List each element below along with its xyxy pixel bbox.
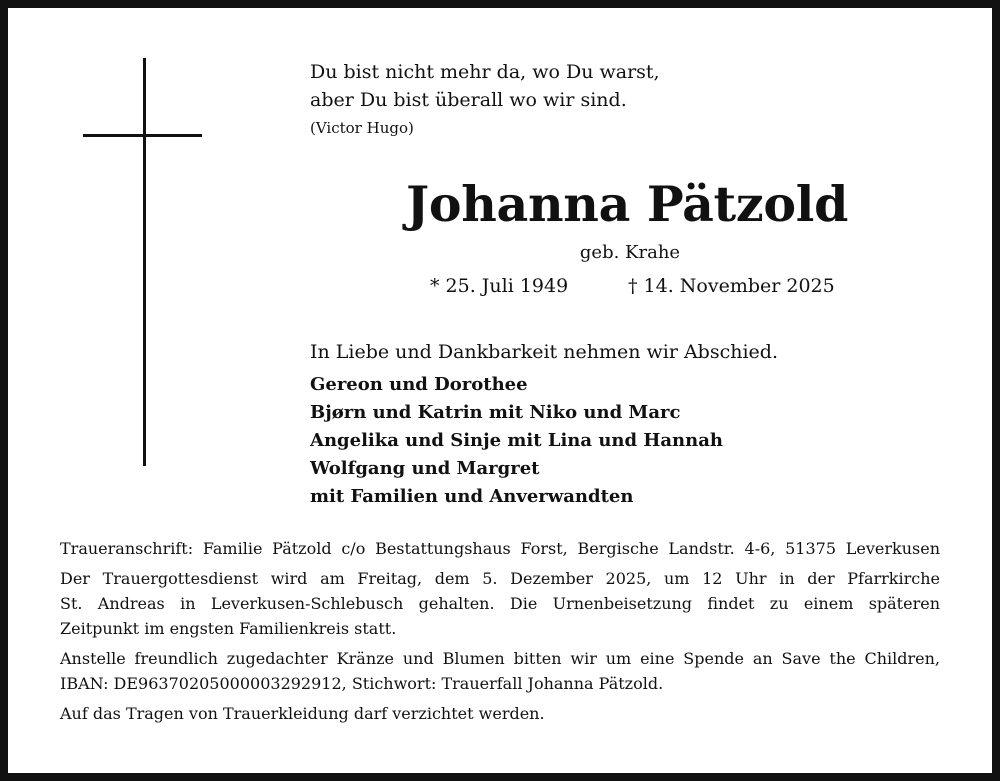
donation-line-2: IBAN: DE96370205000003292912, Stichwort: Trauerfall Johanna Pätzold. [60, 674, 664, 693]
service-line-2: St. Andreas in Leverkusen-Schlebusch gehalten. Die Urnenbeisetzung findet zu einem späteren [60, 594, 940, 613]
deceased-name: Johanna Pätzold [405, 175, 849, 233]
donation-line-1: Anstelle freundlich zugedachter Kränze und Blumen bitten wir um eine Spende an Save the Children, [60, 649, 940, 668]
quote-block [310, 58, 730, 140]
service-line-3: Zeitpunkt im engsten Familienkreis statt. [60, 619, 397, 638]
cross-icon-horizontal-bar [83, 134, 202, 137]
mourner-entry: Gereon und Dorothee [310, 374, 528, 395]
birth-name: geb. Krahe [579, 242, 681, 263]
death-date: † 14. November 2025 [628, 275, 835, 297]
donation-paragraph [60, 646, 940, 696]
mourner-entry: Bjørn und Katrin mit Niko und Marc [310, 402, 681, 423]
service-paragraph [60, 566, 940, 641]
mourner-entry: mit Familien und Anverwandten [310, 486, 634, 507]
quote-line-2: aber Du bist überall wo wir sind. [310, 89, 627, 111]
cross-icon-vertical-bar [143, 58, 146, 466]
quote-author: (Victor Hugo) [310, 119, 414, 137]
details-block [60, 536, 940, 731]
farewell-text: In Liebe und Dankbarkeit nehmen wir Abschied. [310, 341, 778, 363]
mourner-entry: Angelika und Sinje mit Lina und Hannah [310, 430, 723, 451]
address-paragraph [60, 536, 940, 561]
address-text: Traueranschrift: Familie Pätzold c/o Bestattungshaus Forst, Bergische Landstr. 4-6, 51375 Leverkusen [60, 539, 940, 558]
birth-date: * 25. Juli 1949 [430, 275, 569, 297]
quote-line-1: Du bist nicht mehr da, wo Du warst, [310, 61, 660, 83]
mourner-entry: Wolfgang und Margret [310, 458, 540, 479]
service-line-1: Der Trauergottesdienst wird am Freitag, dem 5. Dezember 2025, um 12 Uhr in der Pfarrkirche [60, 569, 940, 588]
mourners-list [310, 371, 723, 511]
dress-text: Auf das Tragen von Trauerkleidung darf verzichtet werden. [60, 704, 545, 723]
dress-paragraph [60, 701, 940, 726]
